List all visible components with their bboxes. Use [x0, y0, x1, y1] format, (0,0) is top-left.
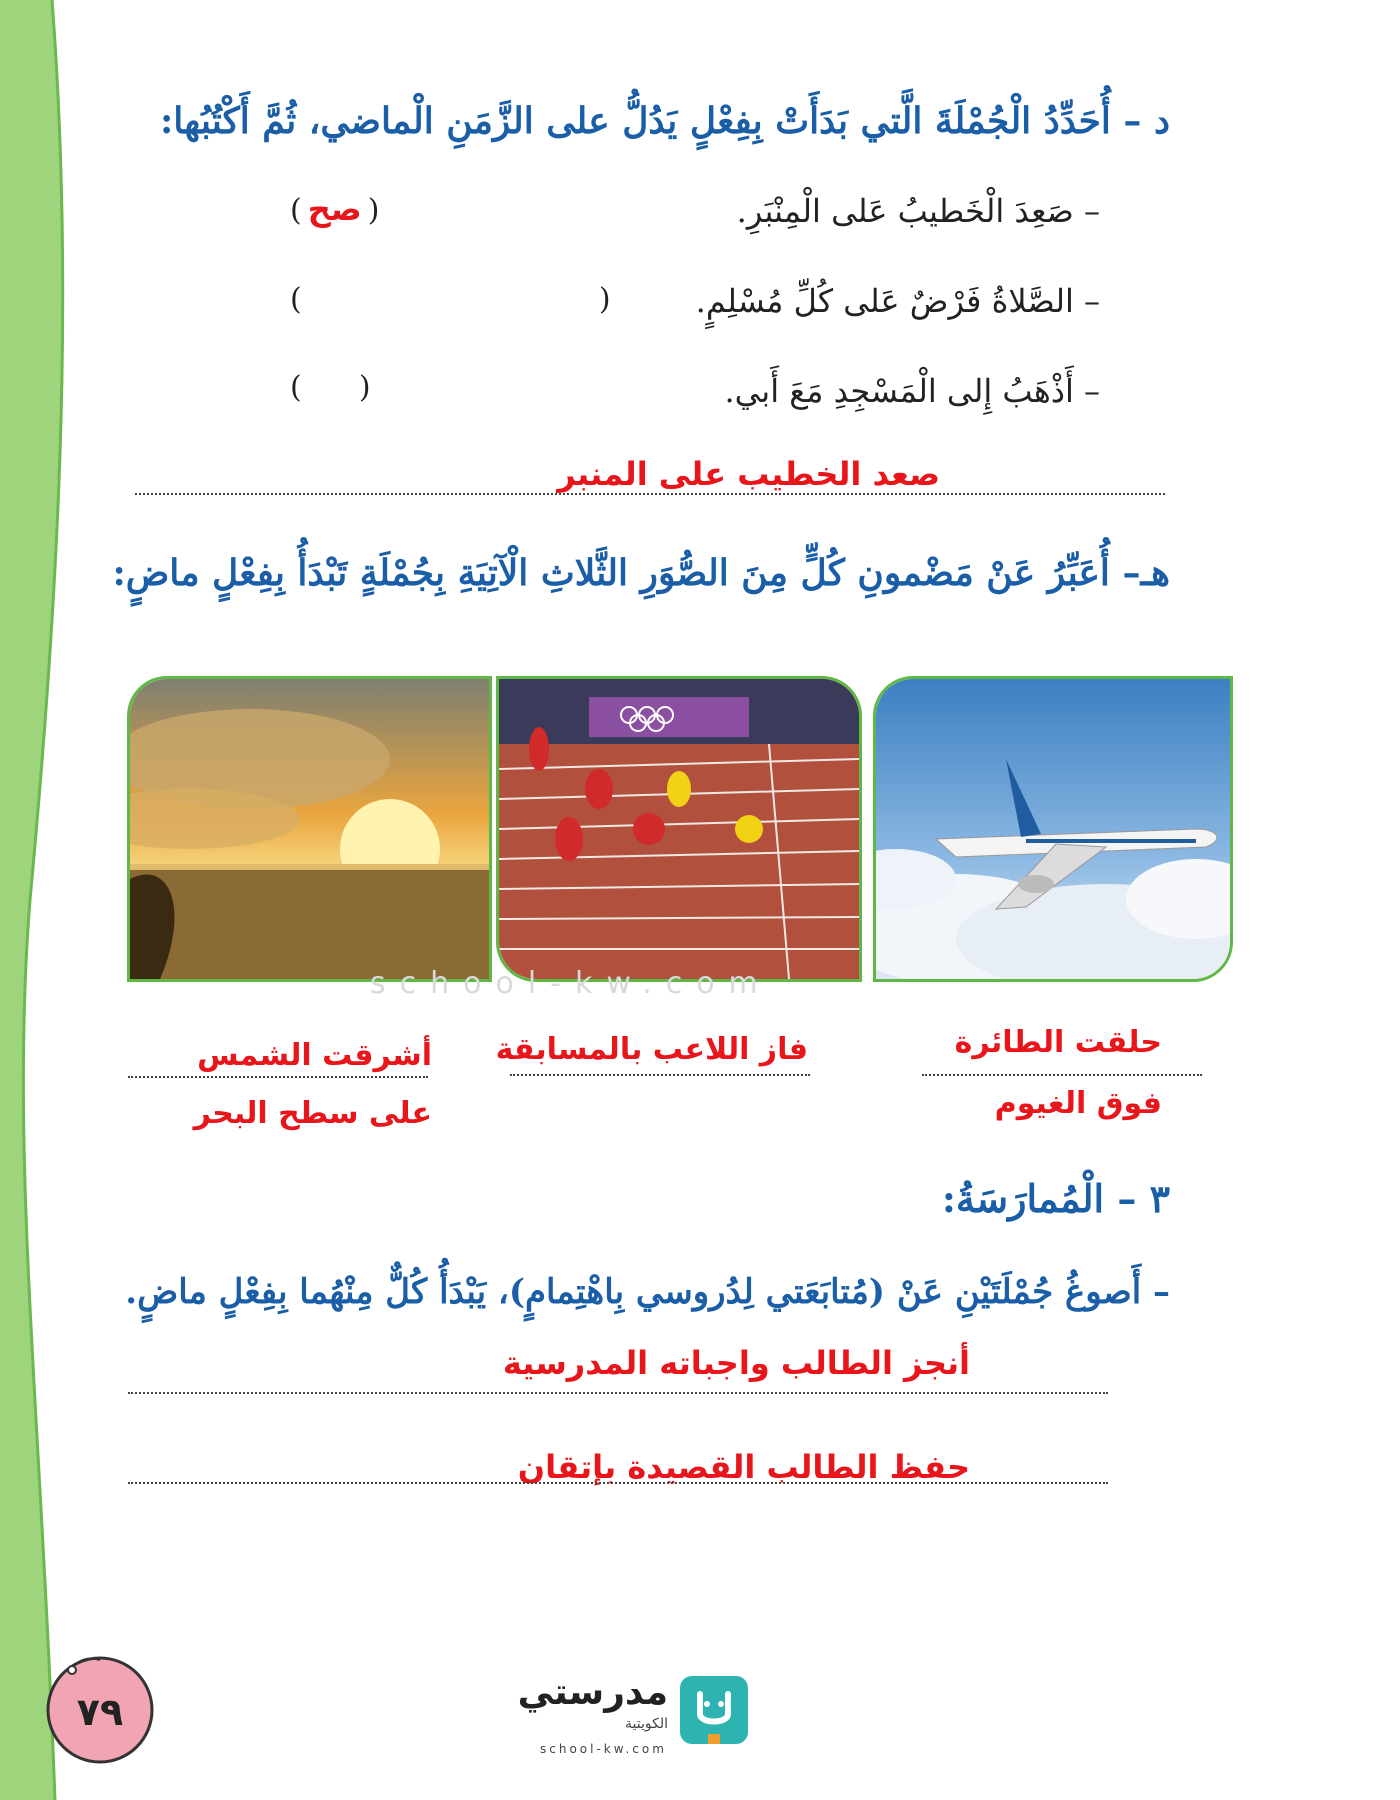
green-side-band: [0, 0, 80, 1800]
race-photo: [496, 676, 862, 982]
answer-paren-2: ( ): [290, 282, 611, 317]
logo-url: school-kw.com: [540, 1742, 667, 1756]
answer-line-race: [510, 1074, 810, 1076]
answer-airplane-line2: فوق الغيوم: [994, 1086, 1162, 1121]
answer-sunset-line1: أشرقت الشمس: [197, 1038, 432, 1073]
section3-answer-2: حفظ الطالب القصيدة بإتقان: [517, 1448, 970, 1486]
section3-title: ٣ – الْمُمارَسَةُ:: [941, 1176, 1170, 1221]
logo-name: مدرستي: [517, 1672, 668, 1713]
watermark-url: school-kw.com: [370, 966, 772, 1001]
logo-sub: الكويتية: [625, 1716, 668, 1732]
question-h-prompt: هـ– أُعَبِّرُ عَنْ مَضْمونِ كُلٍّ مِنَ الصُّوَرِ الثَّلاثِ الْآتِيَةِ بِجُمْلَةٍ تَبْدَأُ بِفِعْلٍ ماضٍ:: [112, 552, 1170, 594]
section3-prompt: – أَصوغُ جُمْلَتَيْنِ عَنْ (مُتابَعَتي لِدُروسي بِاهْتِمامٍ)، يَبْدَأُ كُلٌّ مِنْهُما بِفِعْلٍ ماضٍ.: [125, 1272, 1170, 1312]
statement-1: – صَعِدَ الْخَطيبُ عَلى الْمِنْبَرِ.: [736, 192, 1100, 230]
answer-race-line1: فاز اللاعب بالمسابقة: [495, 1032, 808, 1067]
answer-paren-3: ( ): [290, 370, 371, 405]
sunset-photo: [127, 676, 492, 982]
logo-icon: [680, 1676, 748, 1744]
statement-2: – الصَّلاةُ فَرْضٌ عَلى كُلِّ مُسْلِمٍ.: [695, 282, 1100, 320]
answer-sunset-line2: على سطح البحر: [193, 1096, 432, 1131]
answer-line-d: [135, 493, 1165, 495]
airplane-photo: [873, 676, 1233, 982]
answer-line-sunset: [128, 1076, 428, 1078]
section3-answer-1: أنجز الطالب واجباته المدرسية: [502, 1344, 970, 1382]
question-d-prompt: د – أُحَدِّدُ الْجُمْلَةَ الَّتي بَدَأَتْ بِفِعْلٍ يَدُلُّ على الزَّمَنِ الْماضي، ثُمَّ أَكْتُبُها:: [159, 100, 1170, 142]
answer-airplane-line1: حلقت الطائرة: [954, 1025, 1162, 1060]
page-number: ٧٩: [76, 1690, 124, 1734]
answer-mark-1: صح: [307, 190, 362, 228]
answer-line-3a: [128, 1392, 1108, 1394]
answer-line-airplane: [922, 1074, 1202, 1076]
answer-line-3b: [128, 1482, 1108, 1484]
answer-paren-1: ( صح ): [290, 190, 380, 228]
statement-3: – أَذْهَبُ إِلى الْمَسْجِدِ مَعَ أَبي.: [724, 372, 1100, 410]
question-d-written-answer: صعد الخطيب على المنبر: [557, 455, 940, 493]
